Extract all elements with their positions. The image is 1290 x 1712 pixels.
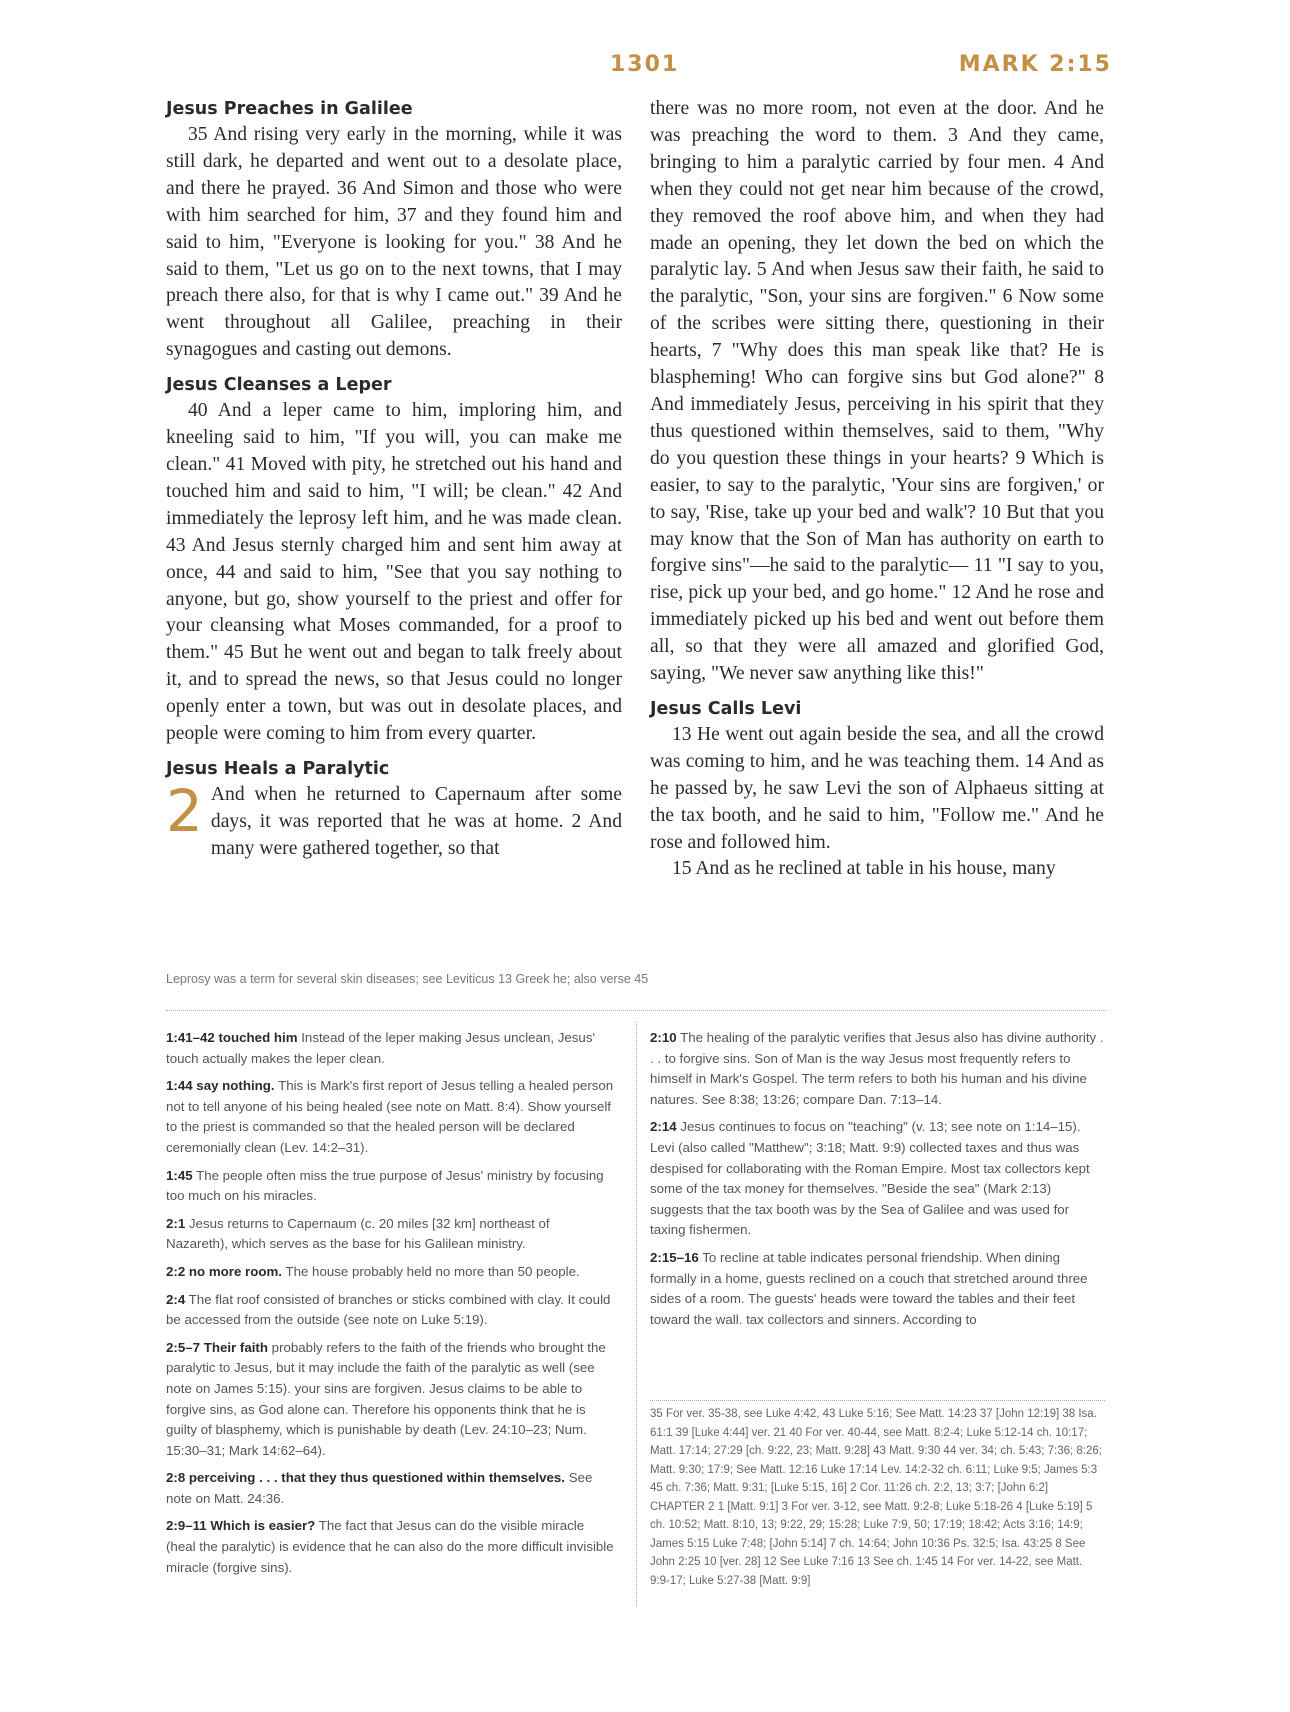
study-note: 2:8 perceiving . . . that they thus questioned within themselves. See note on Matt. 24:36. [166,1470,593,1506]
notes-divider [166,1010,1106,1011]
right-text-column [650,96,1104,883]
chapter-number: 2 [166,776,203,845]
scripture-paragraph: 40 And a leper came to him, imploring him, and kneeling said to him, "If you will, you can make me clean." 41 Moved with pity, he stretched out his hand and touched him and said to him, "I will; be clean." 42 And immediately the leprosy left him, and he was made clean. 43 And Jesus sternly charged him and sent him away at once, 44 and said to him, "See that you say nothing to anyone, but go, show yourself to the priest and offer for your cleansing what Moses commanded, for a proof to them." 45 But he went out and began to talk freely about it, and to spread the news, so that Jesus could no longer openly enter a town, but was out in desolate places, and people were coming to him from every quarter. [166,400,622,745]
study-note: 1:45 The people often miss the true purpose of Jesus' ministry by focusing too much on his miracles. [166,1167,604,1204]
study-note: 2:15–16 To recline at table indicates personal friendship. When dining formally in a home, guests reclined on a couch that stretched around three sides of a room. The guests' heads were toward the tables and their feet toward the wall. tax collectors and sinners. According to [650,1249,1088,1327]
scripture-paragraph: 15 And as he reclined at table in his house, many [672,858,1056,880]
cross-references: 35 For ver. 35-38, see Luke 4:42, 43 Luke 5:16; See Matt. 14:23 37 [John 12:19] 38 Isa. 61:1 39 [Luke 4:44] ver. 21 40 For ver. 40-44, see Matt. 8:2-4; Luke 5:12-14 ch. 10:17; Matt. 17:14; 27:29 [ch. 9:22, 23; Matt. 9:28] 43 Matt. 9:30 44 ver. 34; ch. 5:43; 7:36; 8:26; Matt. 9:30; 17:9; See Matt. 12:16 Luke 17:14 Lev. 14:2-32 ch. 6:11; Luke 9:5; James 5:3 45 ch. 7:36; Matt. 9:31; [Luke 5:15, 16] 2 Cor. 11:26 ch. 2:2, 13; 3:7; [John 6:2] CHAPTER 2 1 [Matt. 9:1] 3 For ver. 3-12, see Matt. 9:2-8; Luke 5:18-26 4 [Luke 5:19] 5 ch. 10:52; Matt. 8:10, 13; 9:22, 29; 15:28; Luke 7:9, 50; 17:19; 18:42; Acts 3:16; 14:9; James 5:15 Luke 7:48; [John 5:14] 7 ch. 14:64; John 10:36 Ps. 32:5; Isa. 43:25 8 See John 2:25 10 [ver. 28] 12 See Luke 7:16 13 See ch. 1:45 14 For ver. 14-22, see Matt. 9:9-17; Luke 5:27-38 [Matt. 9:9] [650,1400,1105,1590]
running-head-reference: MARK 2:15 [958,52,1112,77]
scripture-paragraph: 13 He went out again beside the sea, and all the crowd was coming to him, and he was teaching them. 14 And as he passed by, he saw Levi the son of Alphaeus sitting at the tax booth, and he said to him, "Follow me." And he rose and followed him. [650,723,1104,853]
scripture-paragraph: there was no more room, not even at the door. And he was preaching the word to them. 3 And they came, bringing to him a paralytic carried by four men. 4 And when they could not get near him because of the crowd, they removed the roof above him, and when they had made an opening, they let down the bed on which the paralytic lay. 5 And when Jesus saw their faith, he said to the paralytic, "Son, your sins are forgiven." 6 Now some of the scribes were sitting there, questioning in their hearts, 7 "Why does this man speak like that? He is blaspheming! Who can forgive sins but God alone?" 8 And immediately Jesus, perceiving in his spirit that they thus questioned within themselves, said to them, "Why do you question these things in your hearts? 9 Which is easier, to say to the paralytic, 'Your sins are forgiven,' or to say, 'Rise, take up your bed and walk'? 10 But that you may know that the Son of Man has authority on earth to forgive sins"—he said to the paralytic— 11 "I say to you, rise, pick up your bed, and go home." 12 And he rose and immediately picked up his bed and went out before them all, so that they were all amazed and glorified God, saying, "We never saw anything like this!" [650,98,1104,685]
study-note: 2:4 The flat roof consisted of branches or sticks combined with clay. It could be accessed from the outside (see note on Luke 5:19). [166,1291,611,1328]
section-heading-preaches-galilee: Jesus Preaches in Galilee [166,99,413,119]
chapter-two-opening-text: And when he returned to Capernaum after some days, it was reported that he was at home. 2 And many were gathered together, so that [210,783,622,859]
study-notes-left [166,1028,614,1585]
study-note: 1:44 say nothing. This is Mark's first report of Jesus telling a healed person not to tell anyone of his being healed (see note on Matt. 8:4). Show yourself to the priest is commanded so that the healed person will be declared ceremonially clean (Lev. 14:2–31). [166,1078,614,1155]
section-heading-calls-levi: Jesus Calls Levi [650,698,802,719]
study-note: 2:14 Jesus continues to focus on "teaching" (v. 13; see note on 1:14–15). Levi (also called "Matthew"; 3:18; Matt. 9:9) collected taxes and thus was despised for collaborating with the Roman Empire. Most tax collectors kept some of the tax money for themselves. "Beside the sea" (Mark 2:13) suggests that the tax booth was by the Sea of Galilee and was used for taxing fishermen. [650,1119,1090,1238]
section-heading-heals-paralytic: Jesus Heals a Paralytic [166,758,390,779]
study-note: 2:1 Jesus returns to Capernaum (c. 20 miles [32 km] northeast of Nazareth), which serves as the base for his Galilean ministry. [166,1215,550,1252]
section-heading-cleanses-leper: Jesus Cleanses a Leper [166,375,392,396]
notes-column-divider [636,1022,637,1607]
study-notes-right [650,1028,1105,1337]
study-note: 2:2 no more room. The house probably held no more than 50 people. [166,1263,580,1279]
page-number: 1301 [610,52,680,77]
scripture-paragraph [166,776,622,863]
scripture-paragraph: 35 And rising very early in the morning, while it was still dark, he departed and went out to a desolate place, and there he prayed. 36 And Simon and those who were with him searched for him, 37 and they found him and said to him, "Everyone is looking for you." 38 And he said to them, "Let us go on to the next towns, that I may preach there also, for that is why I came out." 39 And he went throughout all Galilee, preaching in their synagogues and casting out demons. [166,124,622,361]
study-note: 2:10 The healing of the paralytic verifies that Jesus also has divine authority . . . to forgive sins. Son of Man is the way Jesus most frequently refers to himself in Mark's Gospel. The term refers to both his human and his divine natures. See 8:38; 13:26; compare Dan. 7:13–14. [650,1030,1104,1107]
study-note: 2:9–11 Which is easier? The fact that Jesus can do the visible miracle (heal the paralytic) is evidence that he can also do the more difficult invisible miracle (forgive sins). [166,1518,614,1575]
text-footnote: Leprosy was a term for several skin diseases; see Leviticus 13 Greek he; also verse 45 [166,972,649,986]
study-note: 2:5–7 Their faith probably refers to the faith of the friends who brought the paralytic to Jesus, but it may include the faith of the paralytic as well (see note on James 5:15). your sins are forgiven. Jesus claims to be able to forgive sins, as God alone can. Therefore his opponents think that he is guilty of blasphemy, which is punishable by death (Lev. 24:10–23; Num. 15:30–31; Mark 14:62–64). [166,1339,606,1458]
study-note: 1:41–42 touched him Instead of the leper making Jesus unclean, Jesus' touch actually makes the leper clean. [166,1030,596,1066]
left-text-column [166,96,622,863]
